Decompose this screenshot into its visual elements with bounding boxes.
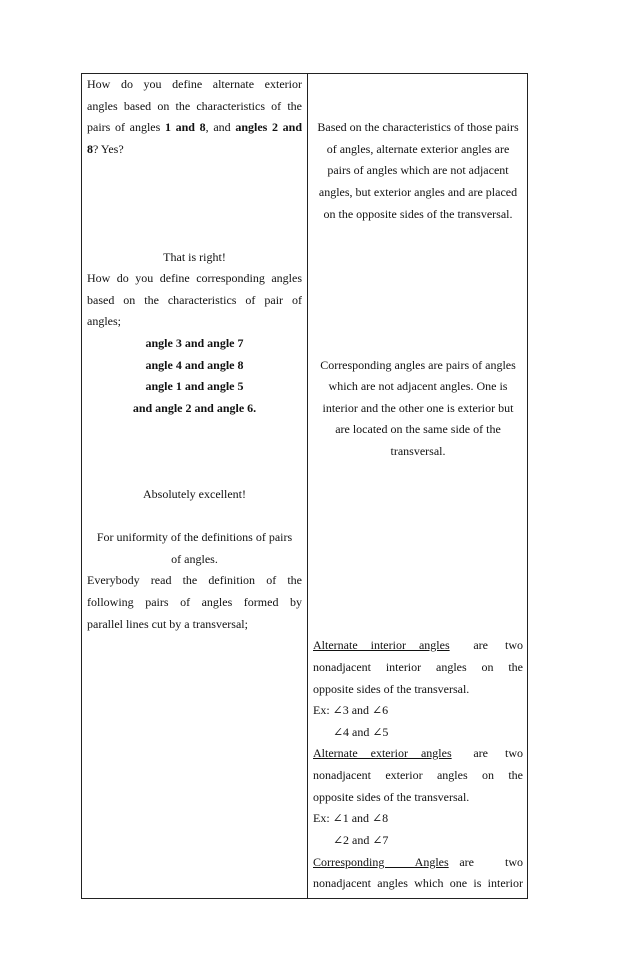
definition1-line2: nonadjacent interior angles on the [313,660,523,674]
angle-pair-4 [87,401,302,415]
angle-pair-2-text: angle 4 and angle 8 [145,358,244,372]
column-divider [307,74,308,898]
answer2-line4: are located on the same side of the [335,422,501,436]
definition3-line2: nonadjacent angles which one is interior [313,876,523,890]
lesson-table [81,73,528,899]
angle-pair-3-text: angle 1 and angle 5 [145,379,244,393]
definition1-line3: opposite sides of the transversal. [313,682,470,696]
answer2-line3: interior and the other one is exterior but [322,401,514,415]
angle-pair-1-text: angle 3 and angle 7 [145,336,244,350]
uniformity-line2: of angles. [171,552,218,566]
q1-text-c: ? Yes? [93,142,124,156]
definition1-example1: Ex: ∠3 and ∠6 [313,703,389,717]
answer1-line2: of angles, alternate exterior angles are [326,142,510,156]
question2-line2: based on the characteristics of pair of [87,293,302,307]
angle-pair-1 [87,336,302,350]
answer1-line1: Based on the characteristics of those pairs [317,120,519,134]
definition1-example2: ∠4 and ∠5 [333,725,389,739]
answer2-line2: which are not adjacent angles. One is [328,379,508,393]
definition2-line2: nonadjacent exterior angles on the [313,768,523,782]
q1-text-a: pairs of angles [87,120,165,134]
definition2-example1: Ex: ∠1 and ∠8 [313,811,389,825]
definition2-line3: opposite sides of the transversal. [313,790,470,804]
answer1-line3: pairs of angles which are not adjacent [327,163,509,177]
definition2-line1 [313,746,523,760]
definition3-line1 [313,855,523,869]
answer2-line1: Corresponding angles are pairs of angles [320,358,516,372]
question1-line4 [87,142,302,156]
question2-line1: How do you define corresponding angles [87,271,302,285]
definition2-term: Alternate exterior angles [313,746,452,760]
answer1-line5: on the opposite sides of the transversal. [323,207,513,221]
question2-line3: angles; [87,314,121,328]
angle-pair-3 [87,379,302,393]
q1-text-b: , and [205,120,236,134]
definition3-rest: are two [459,855,523,869]
answer1-line4: angles, but exterior angles and are placed [318,185,518,199]
q1-bold-c: 8 [87,142,93,156]
angle-pair-4-text: and angle 2 and angle 6. [132,401,257,415]
uniformity-line1: For uniformity of the definitions of pairs [96,530,293,544]
definition3-term: Corresponding Angles [313,855,449,869]
definition1-term: Alternate interior angles [313,638,450,652]
question1-line2: angles based on the characteristics of the [87,99,302,113]
definition2-rest: are two [473,746,523,760]
angle-pair-2 [87,358,302,372]
read-instruction-line1: Everybody read the definition of the [87,573,302,587]
definition2-example2: ∠2 and ∠7 [333,833,389,847]
feedback-excellent: Absolutely excellent! [143,487,246,501]
question1-line1: How do you define alternate exterior [87,77,302,91]
q1-bold-b: angles 2 and [235,120,302,134]
answer2-line5: transversal. [390,444,446,458]
read-instruction-line3: parallel lines cut by a transversal; [87,617,248,631]
q1-bold-a: 1 and 8 [164,120,206,134]
read-instruction-line2: following pairs of angles formed by [87,595,302,609]
definition1-line1 [313,638,523,652]
feedback-that-is-right: That is right! [163,250,226,264]
question1-line3 [87,120,302,134]
definition1-rest: are two [473,638,523,652]
